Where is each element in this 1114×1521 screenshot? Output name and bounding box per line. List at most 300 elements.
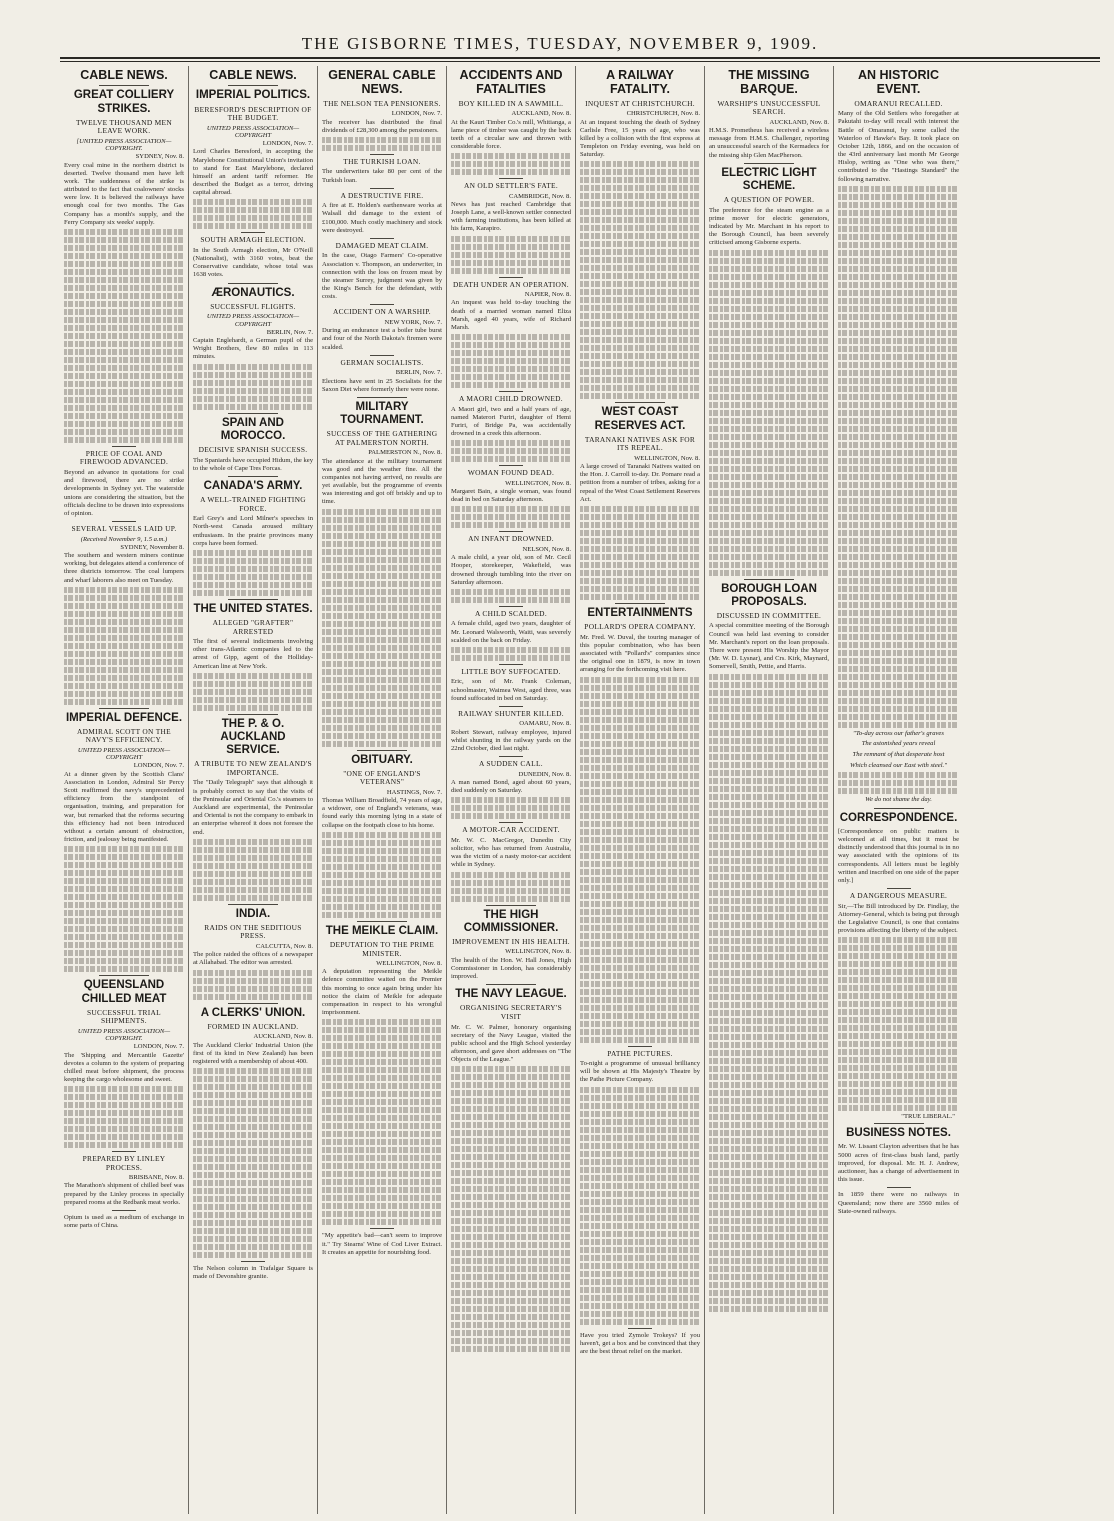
article-body: Margaret Bain, a single woman, was found dead in bed on Saturday afternoon.: [451, 488, 571, 504]
dateline: CALCUTTA, Nov. 8.: [255, 942, 313, 950]
article-subhead: A WELL-TRAINED FIGHTING FORCE.: [200, 495, 306, 513]
text-block: [580, 233, 700, 239]
dateline: LONDON, Nov. 7.: [133, 1043, 184, 1051]
text-block: [64, 301, 184, 307]
text-block: [580, 169, 700, 175]
text-block: [580, 725, 700, 731]
article-body: The Marathon's shipment of chilled beef was prepared by the Linley process in specially prepared rooms at the Redbank meat works.: [64, 1182, 184, 1206]
text-block: [838, 1041, 959, 1047]
article-body: Lord Charles Beresford, in accepting the Marylebone Constitutional Union's invitation to stand for East Marylebone, declared himself an ardent tariff reformer. He described the Budget as a terror, driving capital abroad.: [193, 148, 313, 197]
divider: [228, 85, 278, 86]
text-block: [580, 1199, 700, 1205]
text-block: [580, 781, 700, 787]
text-block: [580, 805, 700, 811]
text-block: [709, 914, 829, 920]
article-body: Eric, son of Mr. Frank Coleman, schoolmaster, Waimea West, aged three, was found suffocated in bed on Saturday.: [451, 678, 571, 702]
article-subhead: SEVERAL VESSELS LAID UP.: [71, 524, 177, 534]
text-block: [580, 578, 700, 584]
text-block: [64, 1086, 184, 1092]
article-subhead: THE TURKISH LOAN.: [343, 156, 421, 166]
text-block: [580, 1183, 700, 1189]
text-block: [709, 826, 829, 832]
text-block: [580, 594, 700, 600]
divider: [628, 1328, 652, 1329]
text-block: [193, 1084, 313, 1090]
article-subhead: INQUEST AT CHRISTCHURCH.: [585, 98, 695, 108]
article-headline: ÆRONAUTICS.: [211, 286, 295, 299]
dateline: BRISBANE, Nov. 8.: [128, 1174, 184, 1182]
text-block: [709, 1010, 829, 1016]
text-block: [709, 906, 829, 912]
text-block: [709, 314, 829, 320]
advertisement-note: "My appetite's bad—can't seem to improve it." Try Stearns' Wine of Cod Liver Extract. It creates an appetite for nourishing food.: [322, 1232, 442, 1256]
text-block: [838, 538, 959, 544]
divider: [228, 599, 278, 600]
text-block: [451, 797, 571, 803]
text-block: [64, 333, 184, 339]
text-block: [709, 954, 829, 960]
divider: [615, 402, 665, 403]
text-block: [64, 603, 184, 609]
text-block: [838, 780, 959, 786]
poem-line: We do not shame the day.: [865, 796, 932, 804]
text-block: [451, 813, 571, 819]
text-block: [193, 871, 313, 877]
text-block: [322, 1139, 442, 1145]
text-block: [64, 611, 184, 617]
text-block: [451, 1162, 571, 1168]
column-7: [834, 66, 963, 1514]
text-block: [580, 909, 700, 915]
text-block: [451, 1226, 571, 1232]
text-block: [322, 848, 442, 854]
text-block: [451, 260, 571, 266]
text-block: [64, 902, 184, 908]
article-headline: ENTERTAINMENTS: [587, 606, 693, 619]
text-block: [709, 258, 829, 264]
text-block: [193, 1132, 313, 1138]
dateline: NEW YORK, Nov. 7.: [384, 318, 442, 326]
text-block: [322, 1027, 442, 1033]
text-block: [709, 1074, 829, 1080]
text-block: [709, 1162, 829, 1168]
text-block: [451, 1170, 571, 1176]
section-heading: ACCIDENTS AND FATALITIES: [459, 68, 563, 97]
text-block: [322, 1187, 442, 1193]
text-block: [709, 770, 829, 776]
text-block: [580, 193, 700, 199]
text-block: [322, 709, 442, 715]
article-body: At an inquest touching the death of Sydney Carlisle Free, 15 years of age, who was killed by a collision with the first express at Templeton on Friday evening, was held on Saturday.: [580, 118, 700, 159]
text-block: [838, 402, 959, 408]
text-block: [838, 290, 959, 296]
text-block: [580, 265, 700, 271]
text-block: [838, 714, 959, 720]
text-block: [451, 252, 571, 258]
text-block: [580, 845, 700, 851]
text-block: [580, 393, 700, 399]
text-block: [709, 1082, 829, 1088]
text-block: [709, 1138, 829, 1144]
text-block: [322, 872, 442, 878]
text-block: [64, 237, 184, 243]
text-block: [322, 637, 442, 643]
text-block: [709, 1258, 829, 1264]
text-block: [322, 888, 442, 894]
text-block: [709, 370, 829, 376]
column-1: [60, 66, 189, 1514]
text-block: [193, 705, 313, 711]
text-block: [451, 244, 571, 250]
text-block: [322, 573, 442, 579]
text-block: [838, 442, 959, 448]
text-block: [451, 589, 571, 595]
text-block: [193, 1068, 313, 1074]
text-block: [451, 366, 571, 372]
article-body: Mr. W. C. MacGregor, Dunedin City solicitor, who has returned from Australia, was the victim of a nasty motor-car accident while in Sydney.: [451, 836, 571, 869]
article-body: A large crowd of Taranaki Natives waited on the Hon. J. Carroll to-day. Dr. Pomare read a petition from a number of tribes, asking for a repeal of the West Coast Settlement Reserves Act.: [580, 463, 700, 503]
text-block: [322, 1147, 442, 1153]
text-block: [709, 298, 829, 304]
text-block: [838, 314, 959, 320]
text-block: [451, 1074, 571, 1080]
text-block: [838, 618, 959, 624]
text-block: [709, 1146, 829, 1152]
text-block: [193, 215, 313, 221]
text-block: [451, 1322, 571, 1328]
divider: [228, 283, 278, 284]
text-block: [451, 1194, 571, 1200]
text-block: [64, 1126, 184, 1132]
article-body: Many of the Old Settlers who foregather at Pakutahi to-day will recall with interest the Battle of Omaranui, by some called the Waterloo of Hawke's Bay. It took place on October 12th, 1866, and on the occasion of the 43rd anniversary last month Mr George Hislop, writing as "One who was there," contributed to the "Hastings Standard" the following narrative.: [838, 110, 959, 183]
text-block: [709, 402, 829, 408]
dateline: AUCKLAND, Nov. 8.: [511, 110, 571, 118]
text-block: [838, 546, 959, 552]
text-block: [580, 933, 700, 939]
text-block: [451, 161, 571, 167]
divider: [112, 1210, 136, 1211]
text-block: [451, 1090, 571, 1096]
text-block: [838, 690, 959, 696]
article-body: The Spaniards have occupied Hidum, the key to the whole of Cape Tres Forcas.: [193, 456, 313, 472]
text-block: [709, 730, 829, 736]
text-block: [322, 645, 442, 651]
text-block: [709, 250, 829, 256]
article-body: The attendance at the military tournament was good and the weather fine. All the companies not having arrived, no results are yet available, but the programme of events was interesting and got off briskly and up to time.: [322, 457, 442, 506]
text-block: [64, 942, 184, 948]
article-subhead: BOY KILLED IN A SAWMILL.: [458, 98, 564, 108]
dateline: CAMBRIDGE, Nov. 8.: [508, 192, 571, 200]
section-heading: THE MISSING BARQUE.: [728, 68, 810, 97]
text-block: [64, 429, 184, 435]
text-block: [451, 1202, 571, 1208]
text-block: [193, 895, 313, 901]
text-block: [580, 949, 700, 955]
text-block: [838, 530, 959, 536]
text-block: [193, 1188, 313, 1194]
text-block: [709, 874, 829, 880]
text-block: [709, 322, 829, 328]
text-block: [709, 762, 829, 768]
text-block: [580, 733, 700, 739]
letter-body: Sir,—The Bill introduced by Dr. Findlay, the Attorney-General, which is being put through the Legislative Council, is one that contains provisions affecting the liberty of the subject.: [838, 902, 959, 935]
text-block: [193, 550, 313, 556]
text-block: [64, 878, 184, 884]
text-block: [451, 597, 571, 603]
text-block: [322, 896, 442, 902]
text-block: [451, 448, 571, 454]
article-body: A Maori girl, two and a half years of age, named Materori Furiri, daughter of Hemi Furiri, of Bridge Pa, was accidentally drowned in a creek this afternoon.: [451, 405, 571, 438]
text-block: [580, 554, 700, 560]
text-block: [709, 866, 829, 872]
text-block: [451, 1146, 571, 1152]
article-headline: THE MEIKLE CLAIM.: [325, 924, 439, 937]
text-block: [322, 840, 442, 846]
advertisement-note: Have you tried Zymole Trokeys? If you haven't, get a box and be convinced that they are the best throat relief on the market.: [580, 1331, 700, 1355]
text-block: [322, 1083, 442, 1089]
article-headline: CANADA'S ARMY.: [203, 479, 303, 492]
article-subhead: PREPARED BY LINLEY PROCESS.: [82, 1154, 166, 1172]
text-block: [193, 223, 313, 229]
text-block: [580, 821, 700, 827]
article-subhead: A CHILD SCALDED.: [475, 608, 547, 618]
article-subhead: A MAORI CHILD DROWNED.: [459, 394, 563, 404]
text-block: [193, 978, 313, 984]
text-block: [709, 722, 829, 728]
text-block: [709, 514, 829, 520]
text-block: [709, 1202, 829, 1208]
text-block: [709, 1178, 829, 1184]
divider: [499, 178, 523, 179]
text-block: [838, 210, 959, 216]
text-block: [580, 1215, 700, 1221]
section-heading: CABLE NEWS.: [80, 68, 168, 82]
text-block: [838, 1081, 959, 1087]
text-block: [193, 1196, 313, 1202]
divider: [228, 476, 278, 477]
article-body: Mr. Fred. W. Duval, the touring manager of this popular combination, who has been associated with "Pollard's" companies since the original one in 1879, is now in town arranging for the forthcoming visit here.: [580, 633, 700, 674]
text-block: [64, 309, 184, 315]
text-block: [580, 1151, 700, 1157]
text-block: [838, 410, 959, 416]
text-block: [709, 930, 829, 936]
text-block: [838, 250, 959, 256]
divider: [499, 277, 523, 278]
article-body: H.M.S. Prometheus has received a wireless message from H.M.S. Challenger, reporting an unsuccessful search of the Kermadecs for the missing ship Glen MacPherson.: [709, 127, 829, 159]
text-block: [580, 1005, 700, 1011]
text-block: [322, 1107, 442, 1113]
section-heading: GENERAL CABLE NEWS.: [328, 68, 436, 97]
article-body: Mr. C. W. Palmer, honorary organising secretary of the Navy League, visited the public school and the High School yesterday afternoon, and gave short addresses on "The Objects of the League.": [451, 1023, 571, 1064]
divider: [499, 706, 523, 707]
article-body: A fire at E. Holden's earthenware works at Walsall did damage to the extent of £100,000. Much costly machinery and stock were destroyed.: [322, 202, 442, 234]
text-block: [64, 587, 184, 593]
text-block: [451, 1122, 571, 1128]
divider: [874, 1123, 924, 1124]
text-block: [64, 691, 184, 697]
text-block: [322, 597, 442, 603]
text-block: [451, 1186, 571, 1192]
text-block: [322, 1211, 442, 1217]
divider: [486, 905, 536, 906]
text-block: [451, 506, 571, 512]
text-block: [709, 466, 829, 472]
text-block: [64, 918, 184, 924]
text-block: [322, 1219, 442, 1225]
text-block: [580, 1319, 700, 1325]
article-body: The preference for the steam engine as a prime mover for electric generators, indicated by Mr. Marchant in his report to the Borough Council, has been severely criticised among Gisborne experts.: [709, 206, 829, 247]
text-block: [709, 786, 829, 792]
article-subhead: SUCCESS OF THE GATHERING AT PALMERSTON NORTH.: [326, 429, 438, 447]
text-block: [64, 667, 184, 673]
text-block: [580, 1207, 700, 1213]
text-block: [322, 1163, 442, 1169]
text-block: [451, 1274, 571, 1280]
article-body: At the Kauri Timber Co.'s mill, Whitianga, a lame piece of timber was caught by the back teeth of a circular saw and thrown with considerable force.: [451, 118, 571, 151]
text-block: [580, 1247, 700, 1253]
text-block: [838, 450, 959, 456]
text-block: [580, 1013, 700, 1019]
text-block: [580, 1087, 700, 1093]
text-block: [709, 1186, 829, 1192]
divider: [370, 304, 394, 305]
text-block: [580, 717, 700, 723]
divider: [370, 154, 394, 155]
poem-line: The astonished years reveal: [861, 740, 936, 748]
text-block: [838, 682, 959, 688]
text-block: [64, 285, 184, 291]
text-block: [64, 325, 184, 331]
text-block: [709, 338, 829, 344]
divider: [99, 85, 149, 86]
text-block: [838, 626, 959, 632]
text-block: [580, 1159, 700, 1165]
article-headline: WEST COAST RESERVES ACT.: [594, 406, 686, 432]
dateline: BERLIN, Nov. 7.: [395, 369, 442, 377]
dateline: LONDON, Nov. 7.: [391, 110, 442, 118]
article-subhead: ACCIDENT ON A WARSHIP.: [333, 307, 431, 317]
text-block: [580, 981, 700, 987]
text-block: [322, 613, 442, 619]
filler-note: In 1859 there were no railways in Queensland; now there are 3560 miles of State-owned railways.: [838, 1191, 959, 1215]
text-block: [580, 377, 700, 383]
text-block: [709, 890, 829, 896]
article-headline: THE UNITED STATES.: [193, 602, 313, 615]
text-block: [64, 317, 184, 323]
text-block: [322, 685, 442, 691]
text-block: [709, 946, 829, 952]
text-block: [451, 268, 571, 274]
text-block: [322, 677, 442, 683]
divider: [744, 163, 794, 164]
text-block: [322, 693, 442, 699]
text-block: [580, 765, 700, 771]
text-block: [322, 145, 442, 151]
text-block: [709, 1274, 829, 1280]
text-block: [838, 1057, 959, 1063]
text-block: [193, 970, 313, 976]
dateline: PALMERSTON N., Nov. 8.: [368, 449, 442, 457]
text-block: [64, 1110, 184, 1116]
text-block: [580, 677, 700, 683]
text-block: [64, 934, 184, 940]
article-subhead: FORMED IN AUCKLAND.: [207, 1021, 299, 1031]
text-block: [580, 957, 700, 963]
text-block: [193, 887, 313, 893]
text-block: [451, 1250, 571, 1256]
text-block: [709, 778, 829, 784]
text-block: [64, 421, 184, 427]
article-body: During an endurance test a boiler tube burst and four of the North Dakota's firemen were scalded.: [322, 327, 442, 351]
text-block: [580, 562, 700, 568]
text-block: [64, 966, 184, 972]
text-block: [580, 217, 700, 223]
text-block: [193, 199, 313, 205]
text-block: [709, 330, 829, 336]
text-block: [580, 965, 700, 971]
text-block: [580, 1231, 700, 1237]
text-block: [580, 861, 700, 867]
text-block: [709, 698, 829, 704]
text-block: [193, 582, 313, 588]
text-block: [580, 1119, 700, 1125]
article-headline: MILITARY TOURNAMENT.: [340, 400, 424, 427]
text-block: [193, 1156, 313, 1162]
text-block: [838, 1073, 959, 1079]
article-subhead: SUCCESSFUL FLIGHTS.: [210, 301, 296, 311]
article-subhead: POLLARD'S OPERA COMPANY.: [584, 622, 696, 632]
text-block: [580, 693, 700, 699]
text-block: [451, 1298, 571, 1304]
letter-signature: "TRUE LIBERAL.": [901, 1113, 955, 1121]
divider: [241, 1261, 265, 1262]
column-5: [576, 66, 705, 1514]
text-block: [580, 281, 700, 287]
text-block: [838, 977, 959, 983]
text-block: [709, 442, 829, 448]
text-block: [322, 701, 442, 707]
divider: [499, 391, 523, 392]
text-block: [64, 405, 184, 411]
text-block: [580, 546, 700, 552]
text-block: [709, 266, 829, 272]
text-block: [580, 1287, 700, 1293]
divider: [887, 1187, 911, 1188]
text-block: [580, 1135, 700, 1141]
text-block: [193, 1172, 313, 1178]
text-block: [709, 1154, 829, 1160]
text-block: [193, 566, 313, 572]
text-block: [709, 690, 829, 696]
text-block: [580, 917, 700, 923]
text-block: [322, 541, 442, 547]
dateline: SYDNEY, Nov. 8.: [135, 153, 184, 161]
text-block: [838, 706, 959, 712]
article-headline: GREAT COLLIERY STRIKES.: [73, 89, 175, 115]
text-block: [64, 894, 184, 900]
article-subhead: A TRIBUTE TO NEW ZEALAND'S IMPORTANCE.: [194, 759, 312, 777]
divider: [357, 921, 407, 922]
article-body: The receiver has distributed the final dividends of £28,300 among the pensioners.: [322, 118, 442, 134]
divider: [370, 355, 394, 356]
article-subhead: THE NELSON TEA PENSIONERS.: [323, 98, 441, 108]
masthead: THE GISBORNE TIMES, TUESDAY, NOVEMBER 9, 1909.: [301, 34, 819, 53]
text-block: [451, 1346, 571, 1352]
section-heading: CABLE NEWS.: [209, 68, 297, 82]
text-block: [322, 733, 442, 739]
text-block: [580, 1029, 700, 1035]
text-block: [451, 514, 571, 520]
